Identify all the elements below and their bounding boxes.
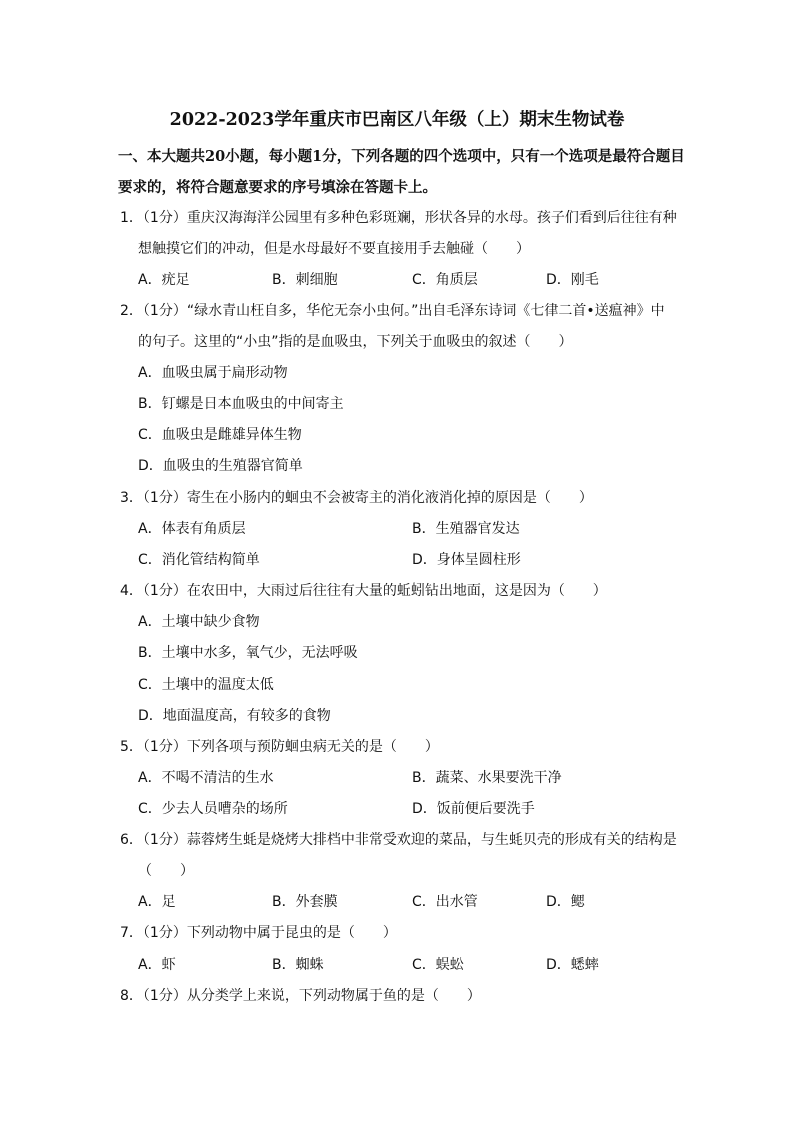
question-1-option-b: B．刺细胞 bbox=[272, 272, 338, 288]
question-6-option-c: C．出水管 bbox=[412, 894, 478, 910]
question-1-option-d: D．刚毛 bbox=[546, 272, 599, 288]
question-2-text-cont: 的句子。这里的“小虫”指的是血吸虫，下列关于血吸虫的叙述（ ） bbox=[138, 334, 573, 350]
question-4-option-b: B．土壤中水多，氧气少，无法呼吸 bbox=[138, 645, 358, 661]
question-7-option-a: A．虾 bbox=[138, 957, 176, 973]
question-1-text: 1．（1分）重庆汉海海洋公园里有多种色彩斑斓，形状各异的水母。孩子们看到后往往有种 bbox=[120, 210, 677, 226]
section-instructions-line-2: 要求的，将符合题意要求的序号填涂在答题卡上。 bbox=[118, 179, 437, 196]
question-1-option-a: A．疣足 bbox=[138, 272, 190, 288]
question-4-option-c: C．土壤中的温度太低 bbox=[138, 677, 274, 693]
question-3-option-b: B．生殖器官发达 bbox=[412, 521, 520, 537]
exam-title: 2022-2023学年重庆市巴南区八年级（上）期末生物试卷 bbox=[169, 110, 625, 130]
question-2-text: 2．（1分）“绿水青山枉自多，华佗无奈小虫何。”出自毛泽东诗词《七律二首•送瘟神》中 bbox=[120, 303, 665, 319]
question-4-text: 4．（1分）在农田中，大雨过后往往有大量的蚯蚓钻出地面，这是因为（ ） bbox=[120, 583, 607, 599]
question-7-option-b: B．蜘蛛 bbox=[272, 957, 324, 973]
question-2-option-a: A．血吸虫属于扁形动物 bbox=[138, 365, 288, 381]
question-5-option-d: D．饭前便后要洗手 bbox=[412, 801, 535, 817]
question-6-option-d: D．鳃 bbox=[546, 894, 585, 910]
section-instructions-line-1: 一、本大题共20小题，每小题1分，下列各题的四个选项中，只有一个选项是最符合题目 bbox=[118, 148, 685, 165]
question-4-option-d: D．地面温度高，有较多的食物 bbox=[138, 708, 331, 724]
question-3-text: 3．（1分）寄生在小肠内的蛔虫不会被寄主的消化液消化掉的原因是（ ） bbox=[120, 490, 593, 506]
question-1-text-cont: 想触摸它们的冲动，但是水母最好不要直接用手去触碰（ ） bbox=[138, 241, 530, 257]
question-5-text: 5．（1分）下列各项与预防蛔虫病无关的是（ ） bbox=[120, 739, 439, 755]
question-8-text: 8．（1分）从分类学上来说，下列动物属于鱼的是（ ） bbox=[120, 988, 481, 1004]
question-2-option-b: B．钉螺是日本血吸虫的中间寄主 bbox=[138, 396, 344, 412]
question-7-text: 7．（1分）下列动物中属于昆虫的是（ ） bbox=[120, 925, 397, 941]
question-5-option-b: B．蔬菜、水果要洗干净 bbox=[412, 770, 562, 786]
question-3-option-a: A．体表有角质层 bbox=[138, 521, 246, 537]
question-5-option-c: C．少去人员嘈杂的场所 bbox=[138, 801, 288, 817]
question-4-option-a: A．土壤中缺少食物 bbox=[138, 614, 260, 630]
question-6-option-a: A．足 bbox=[138, 894, 176, 910]
question-5-option-a: A．不喝不清洁的生水 bbox=[138, 770, 274, 786]
question-7-option-c: C．蜈蚣 bbox=[412, 957, 464, 973]
question-3-option-c: C．消化管结构简单 bbox=[138, 552, 260, 568]
question-7-option-d: D．蟋蟀 bbox=[546, 957, 599, 973]
question-2-option-d: D．血吸虫的生殖器官简单 bbox=[138, 458, 303, 474]
question-1-option-c: C．角质层 bbox=[412, 272, 478, 288]
question-2-option-c: C．血吸虫是雌雄异体生物 bbox=[138, 427, 302, 443]
question-6-text: 6．（1分）蒜蓉烤生蚝是烧烤大排档中非常受欢迎的菜品，与生蚝贝壳的形成有关的结构是 bbox=[120, 832, 677, 848]
question-3-option-d: D．身体呈圆柱形 bbox=[412, 552, 521, 568]
question-6-text-cont: （ ） bbox=[138, 863, 194, 879]
question-6-option-b: B．外套膜 bbox=[272, 894, 338, 910]
